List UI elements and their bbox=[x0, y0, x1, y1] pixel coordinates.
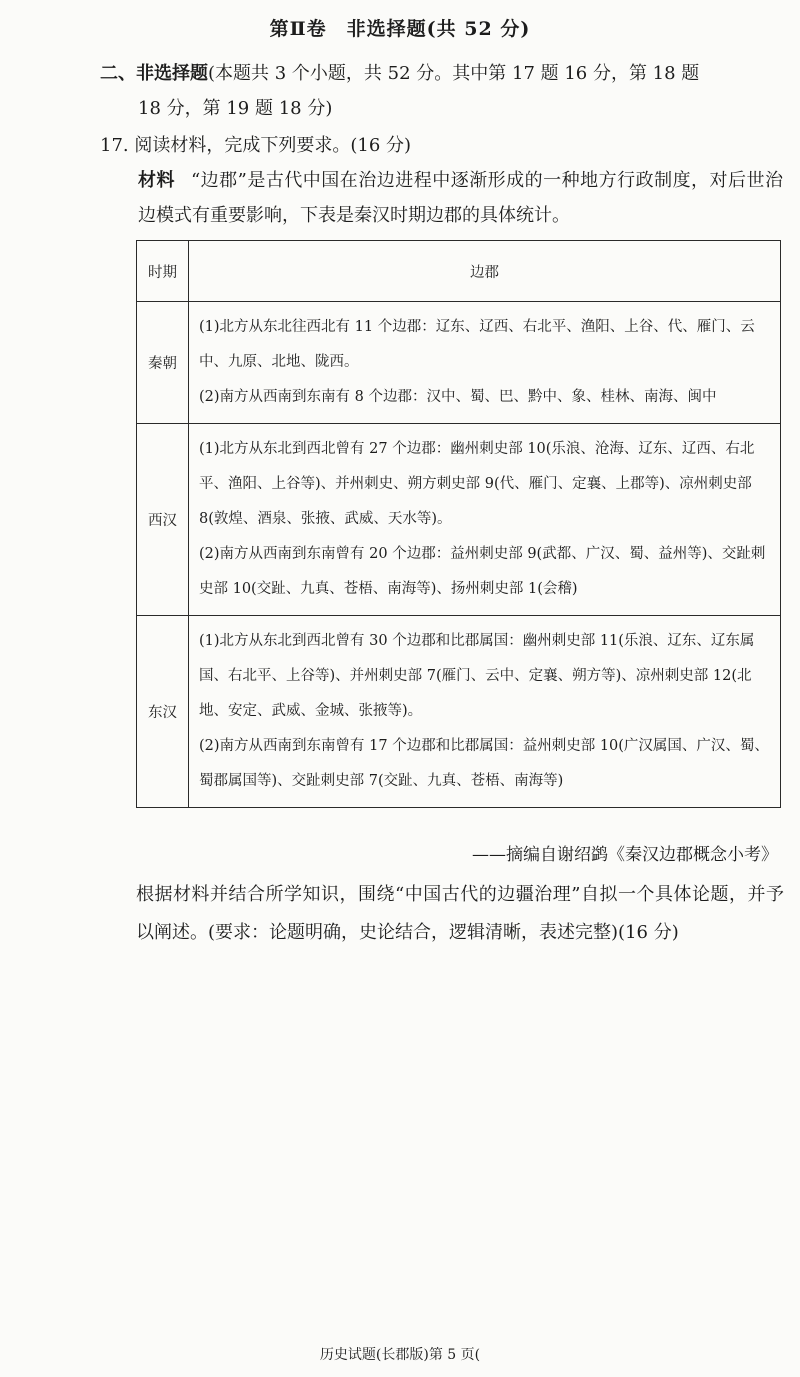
part-label: 二、非选择题 bbox=[100, 63, 208, 84]
header-period: 时期 bbox=[137, 241, 189, 302]
north-text: (1)北方从东北到西北曾有 30 个边郡和比郡属国：幽州刺史部 11(乐浪、辽东、辽东属国、右北平、上谷等)、并州刺史部 7(雁门、云中、定襄、朔方等)、凉州刺史部 12(北地、安定、武威、金城、张掖等)。 bbox=[199, 633, 755, 719]
frontier-commandery-table bbox=[136, 240, 781, 808]
question-prompt: 根据材料并结合所学知识，围绕“中国古代的边疆治理”自拟一个具体论题，并予以阐述。(要求：论题明确，史论结合，逻辑清晰，表述完整)(16 分) bbox=[136, 884, 784, 943]
section-title: 第Ⅱ卷 非选择题(共 52 分) bbox=[269, 18, 531, 40]
table-row bbox=[137, 302, 781, 424]
table-row bbox=[137, 424, 781, 616]
header-commandery: 边郡 bbox=[189, 241, 781, 302]
table-header-row bbox=[137, 241, 781, 302]
north-text: (1)北方从东北到西北曾有 27 个边郡：幽州刺史部 10(乐浪、沧海、辽东、辽西、右北平、渔阳、上谷等)、并州刺史、朔方刺史部 9(代、雁门、定襄、上郡等)、凉州刺史部 8(敦煌、酒泉、张掖、武威、天水等)。 bbox=[199, 441, 755, 527]
part-heading-line1: (本题共 3 个小题，共 52 分。其中第 17 题 16 分，第 18 题 bbox=[208, 63, 700, 84]
question-stem: 17. 阅读材料，完成下列要求。(16 分) bbox=[100, 135, 412, 156]
part-heading-line2: 18 分，第 19 题 18 分) bbox=[138, 98, 333, 119]
north-text: (1)北方从东北往西北有 11 个边郡：辽东、辽西、右北平、渔阳、上谷、代、雁门、云中、九原、北地、陇西。 bbox=[199, 319, 755, 370]
period-cell: 西汉 bbox=[137, 424, 189, 616]
material-label: 材料 bbox=[138, 170, 175, 191]
source-citation: ——摘编自谢绍鹢《秦汉边郡概念小考》 bbox=[472, 845, 778, 865]
period-cell: 秦朝 bbox=[137, 302, 189, 424]
detail-cell bbox=[189, 302, 781, 424]
south-text: (2)南方从西南到东南有 8 个边郡：汉中、蜀、巴、黔中、象、桂林、南海、闽中 bbox=[199, 389, 717, 405]
detail-cell bbox=[189, 616, 781, 808]
south-text: (2)南方从西南到东南曾有 20 个边郡：益州刺史部 9(武都、广汉、蜀、益州等)、交趾刺史部 10(交趾、九真、苍梧、南海等)、扬州刺史部 1(会稽) bbox=[199, 546, 766, 597]
period-cell: 东汉 bbox=[137, 616, 189, 808]
part-heading bbox=[100, 56, 790, 126]
material-text: “边郡”是古代中国在治边进程中逐渐形成的一种地方行政制度，对后世治边模式有重要影响，下表是秦汉时期边郡的具体统计。 bbox=[138, 170, 784, 226]
detail-cell bbox=[189, 424, 781, 616]
south-text: (2)南方从西南到东南曾有 17 个边郡和比郡属国：益州刺史部 10(广汉属国、广汉、蜀、蜀郡属国等)、交趾刺史部 7(交趾、九真、苍梧、南海等) bbox=[199, 738, 769, 789]
material-paragraph bbox=[138, 163, 783, 233]
table-row bbox=[137, 616, 781, 808]
page-footer: 历史试题(长郡版)第 5 页( bbox=[319, 1347, 481, 1363]
